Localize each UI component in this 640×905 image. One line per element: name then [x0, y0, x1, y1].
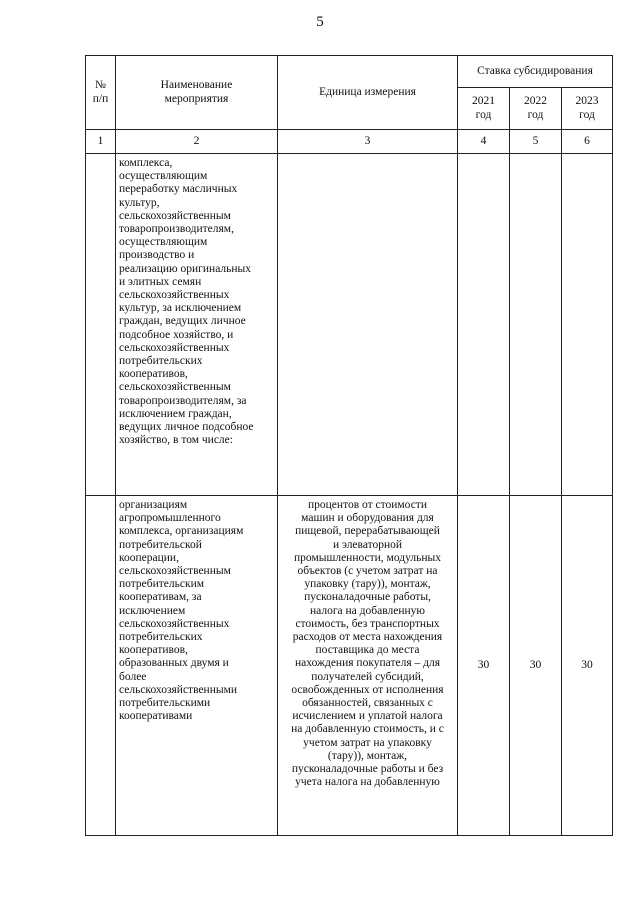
- header-unit: Единица измерения: [278, 56, 458, 130]
- unit-cell: процентов от стоимости машин и оборудования для пищевой, перерабатывающей и элеваторной промышленности, модульных объектов (с учетом затрат на упаковку (тару)), монтаж, пусконаладочные работы, налога на добавленную стоимость, без транспортных расходов от места нахождения поставщика до места нахождения покупателя – для получателей субсидий, освобожденных от исполнения обязанностей, связанных с исчислением и уплатой налога на добавленную стоимость, и с учетом затрат на упаковку (тару)), монтаж, пусконаладочные работы и без учета налога на добавленную: [278, 496, 458, 836]
- subsidy-rates-table: [85, 55, 613, 836]
- index-cell: 1: [86, 130, 116, 154]
- rate-2023-cell: 30: [562, 496, 613, 836]
- table-row: [86, 496, 613, 836]
- rate-2022-cell: 30: [510, 496, 562, 836]
- rate-2021-cell: 30: [458, 496, 510, 836]
- header-subsidy-rate: Ставка субсидирования: [458, 56, 613, 88]
- rate-2022-cell: [510, 154, 562, 496]
- index-cell: 5: [510, 130, 562, 154]
- row-number-cell: [86, 154, 116, 496]
- header-year-2021: 2021 год: [458, 88, 510, 130]
- header-activity-name: Наименование мероприятия: [116, 56, 278, 130]
- table-row: [86, 154, 613, 496]
- header-year-2023: 2023 год: [562, 88, 613, 130]
- rate-2023-cell: [562, 154, 613, 496]
- index-cell: 2: [116, 130, 278, 154]
- activity-name-cell: комплекса, осуществляющим переработку масличных культур, сельскохозяйственным товаропроизводителям, осуществляющим производство и реализацию оригинальных и элитных семян сельскохозяйственных культур, за исключением граждан, ведущих личное подсобное хозяйство, и сельскохозяйственных потребительских кооперативов, сельскохозяйственным товаропроизводителям, за исключением граждан, ведущих личное подсобное хозяйство, в том числе:: [116, 154, 278, 496]
- page-number: 5: [316, 14, 324, 30]
- index-cell: 6: [562, 130, 613, 154]
- index-cell: 4: [458, 130, 510, 154]
- row-number-cell: [86, 496, 116, 836]
- index-cell: 3: [278, 130, 458, 154]
- header-year-2022: 2022 год: [510, 88, 562, 130]
- unit-cell: [278, 154, 458, 496]
- column-index-row: [86, 130, 613, 154]
- rate-2021-cell: [458, 154, 510, 496]
- header-number: № п/п: [86, 56, 116, 130]
- activity-name-cell: организациям агропромышленного комплекса, организациям потребительской кооперации, сельскохозяйственным потребительским кооперативам, за исключением сельскохозяйственных потребительских кооперативов, образованных двумя и более сельскохозяйственными потребительскими кооперативами: [116, 496, 278, 836]
